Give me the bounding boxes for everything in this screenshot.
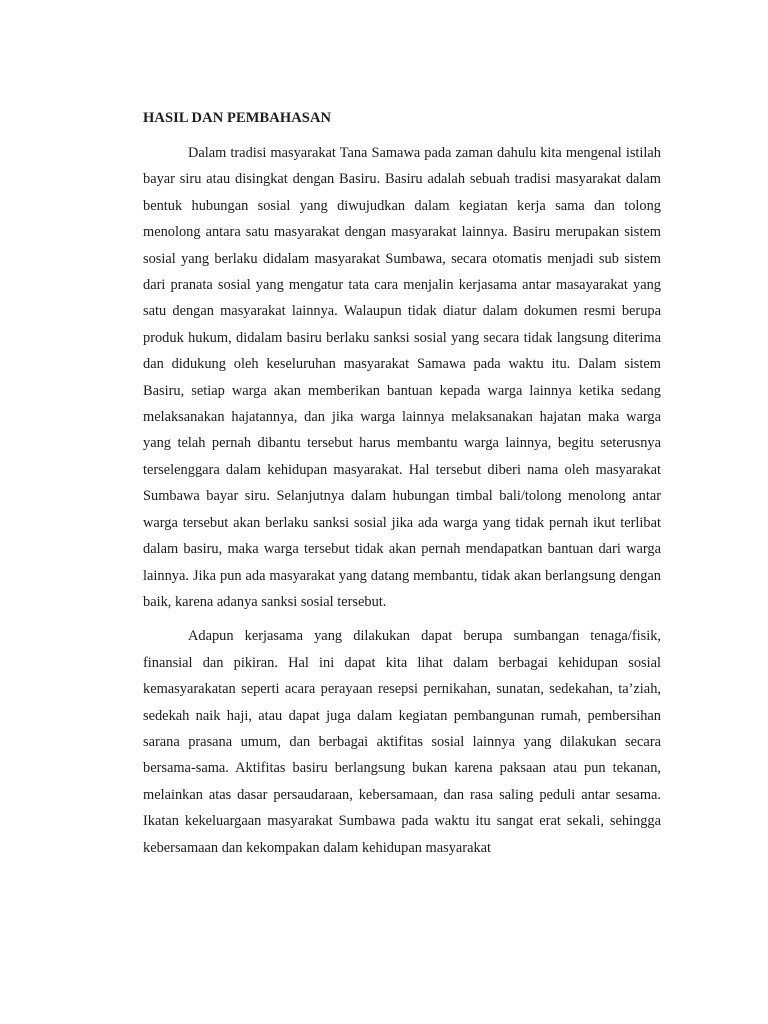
body-paragraph: Dalam tradisi masyarakat Tana Samawa pada zaman dahulu kita mengenal istilah bayar siru atau disingkat dengan Basiru. Basiru adalah sebuah tradisi masyarakat dalam bentuk hubungan sosial yang diwujudkan dalam kegiatan kerja sama dan tolong menolong antara satu masyarakat dengan masyarakat lainnya. Basiru merupakan sistem sosial yang berlaku didalam masyarakat Sumbawa, secara otomatis menjadi sub sistem dari pranata sosial yang mengatur tata cara menjalin kerjasama antar masayarakat yang satu dengan masyarakat lainnya. Walaupun tidak diatur dalam dokumen resmi berupa produk hukum, didalam basiru berlaku sanksi sosial yang secara tidak langsung diterima dan didukung oleh keseluruhan masyarakat Samawa pada waktu itu. Dalam sistem Basiru, setiap warga akan memberikan bantuan kepada warga lainnya ketika sedang melaksanakan hajatannya, dan jika warga lainnya melaksanakan hajatan maka warga yang telah pernah dibantu tersebut harus membantu warga lainnya, begitu seterusnya terselenggara dalam kehidupan masyarakat. Hal tersebut diberi nama oleh masyarakat Sumbawa bayar siru. Selanjutnya dalam hubungan timbal bali/tolong menolong antar warga tersebut akan berlaku sanksi sosial jika ada warga yang tidak pernah ikut terlibat dalam basiru, maka warga tersebut tidak akan pernah mendapatkan bantuan dari warga lainnya. Jika pun ada masyarakat yang datang membantu, tidak akan berlangsung dengan baik, karena adanya sanksi sosial tersebut. <box>143 145 661 610</box>
section-heading: HASIL DAN PEMBAHASAN <box>143 110 332 126</box>
body-paragraph: Adapun kerjasama yang dilakukan dapat berupa sumbangan tenaga/fisik, finansial dan pikiran. Hal ini dapat kita lihat dalam berbagai kehidupan sosial kemasyarakatan seperti acara perayaan resepsi pernikahan, sunatan, sedekahan, ta’ziah, sedekah naik haji, atau dapat juga dalam kegiatan pembangunan rumah, pembersihan sarana prasana umum, dan berbagai aktifitas sosial lainnya yang dilakukan secara bersama-sama. Aktifitas basiru berlangsung bukan karena paksaan atau pun tekanan, melainkan atas dasar persaudaraan, kebersamaan, dan rasa saling peduli antar sesama. Ikatan kekeluargaan masyarakat Sumbawa pada waktu itu sangat erat sekali, sehingga kebersamaan dan kekompakan dalam kehidupan masyarakat <box>143 628 661 856</box>
document-content <box>143 108 661 861</box>
